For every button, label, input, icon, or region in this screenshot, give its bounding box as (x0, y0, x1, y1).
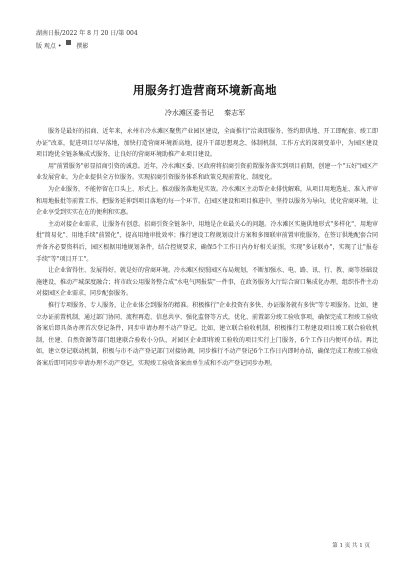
paragraph: 用"前置服务"彰显招商引资的诚意。近年，冷水滩区委、区政府将招商引资前置服务落实到项目前期，创建一个"五好"园区产业发展营业，为企业提供全方位服务。实现招商引资服务体系和政策兑现前置化、制度化。 (36, 162, 378, 182)
dateline (36, 27, 138, 40)
section-label: 版 观点 • (36, 43, 62, 50)
paragraph: 为企业服务，不能停留在口头上、形式上。推动服务落地见实效。冷水滩区主动帮企业排忧解难，从项目用地选址、准入评审和用地报批等前置工作，把服务延伸到项目落地的每一个环节。在园区建设和项目推进中，坚持以服务为导向，优化营商环境，让企业享受到实实在在的便利和实惠。 (36, 185, 379, 217)
author-name: 秦志军 (224, 109, 246, 117)
section-icon (66, 40, 71, 45)
paragraph: 服务是最好的招商、近年来，永州市冷水滩区聚焦产业园区建设，全面推行"洽谈即服务、签约即供地、开工即配套、竣工即办证"改革，促进项目尽早落地，加快打造营商环境新高地，提升干部思想观念、体制机制、工作方式的深刻变革中，为园区建设项目跑优全链条集成式服务，让良好的营商环境助推产业项目建设。 (36, 128, 378, 159)
article-body (36, 126, 378, 369)
paragraph: 推行专项服务、专人服务，让企业体会到服务的精准。积极推行"企业投资有多快、办证服务就有多快"等专项服务。比如，建立办证前置机制，通过部门协同、流程再造、信息共享、强化监督等方式，优化、前置部分竣工验收事项，确保完成工程竣工验收备案后即具备办理首次登记条件，同步申请办理不动产登记。比如，建立联合验收机制，积极推行工程建设项目竣工联合验收机制，住建、自然资源等部门组建联合验收小分队，对园区企业即将竣工验收的项目实行上门服务，6个工作日内便可办结。再比如，建立登记联动机制，积极与市不动产登记部门对接协调，同步推行不动产登记6个工作日内即时办结，确保完成工程竣工验收备案后即可同步申请办理不动产登记，实现竣工验收备案由单生成和不动产登记同步办理。 (36, 301, 379, 367)
article-title: 用服务打造营商环境新高地 (133, 83, 277, 97)
paragraph: 主动对接企业需求，让服务有创意。招商引资全链条中，用地是企业最关心的问题。冷水滩区实施供地形式"多样化"、用地审批"简易化"、用地手续"前置化"，提高用地审批效率；推行建设工程规划设计方案和多图联审前置审批服务，在签订供地配套合同并备齐必要资料后，园区根据用地规划条件，结合控规要求，确保5个工作日内办好相关证照，实现"多证联办"，实现了让"报卷手续"等"项目开工"。 (36, 220, 378, 263)
dateline-text: 湖南日报/2022 年 8 月 20 日/第 004 (36, 30, 138, 37)
page-footer: 第 1 页 共 1 页 (332, 543, 370, 549)
article-meta (36, 27, 138, 53)
article-byline (0, 108, 410, 118)
author-org: 冷水滩区委书记 (164, 109, 214, 117)
paragraph: 让企业留得住、发展得好，就是好的营商环境。冷水滩区按照园区布局规划，不断加强水、电、路、讯、行、教、商等基础设施建设，推动产城深度融合；将市政公用服务整合成"水电气网报装"一件事，在政务服务大厅综合窗口集成化办理，组织作件主动对接园区企业需求，同步配套服务。 (36, 267, 379, 298)
section-row (36, 40, 138, 53)
section-name: 撰影 (76, 43, 89, 50)
